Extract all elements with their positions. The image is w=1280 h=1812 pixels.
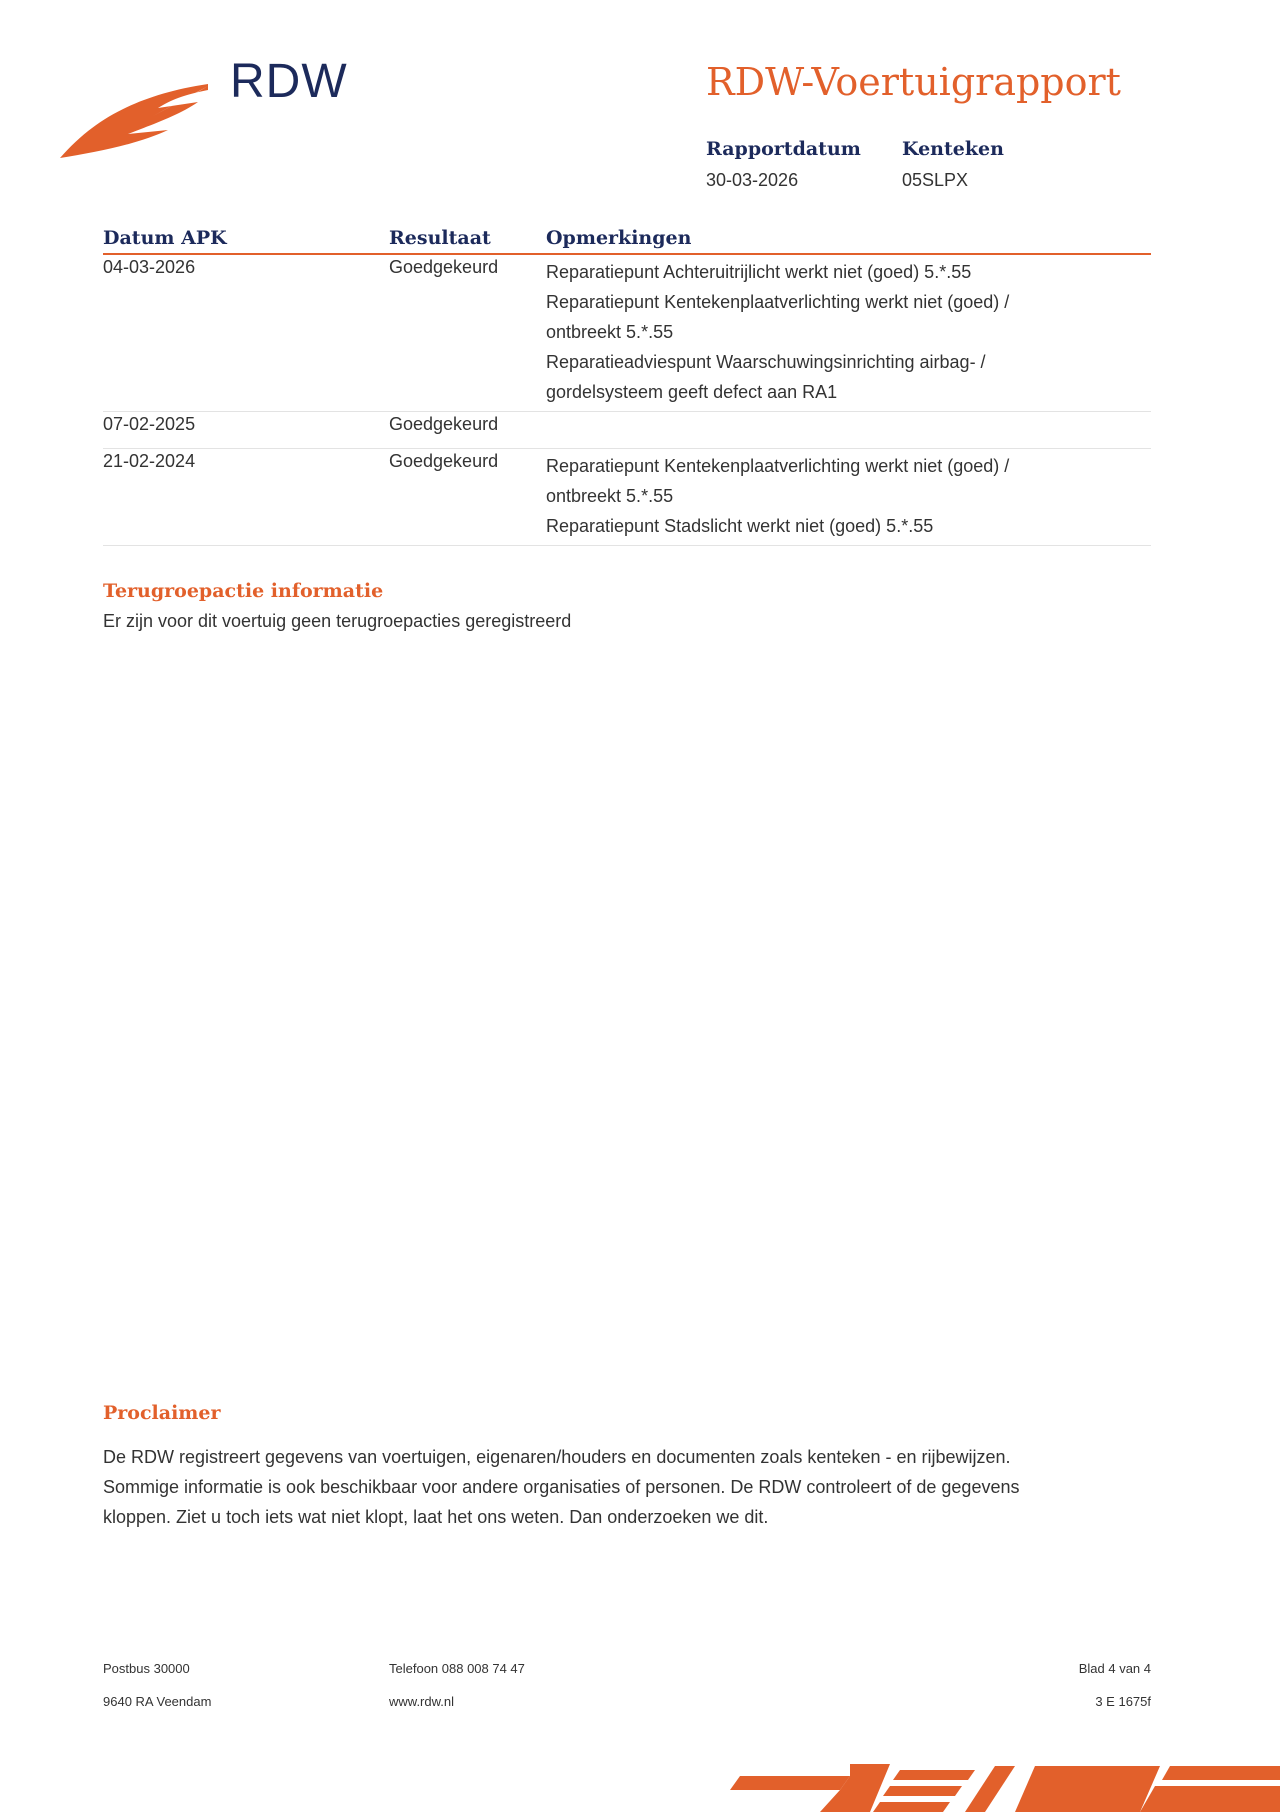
apk-result: Goedgekeurd <box>389 451 499 471</box>
remark-line: Reparatieadviespunt Waarschuwingsinrichting airbag- / <box>546 352 986 372</box>
report-date-label: Rapportdatum <box>706 138 861 160</box>
apk-date: 21-02-2024 <box>103 451 196 471</box>
apk-date: 07-02-2025 <box>103 414 196 434</box>
apk-result: Goedgekeurd <box>389 414 499 434</box>
footer-address-2: 9640 RA Veendam <box>103 1694 212 1709</box>
proclaimer-line: kloppen. Ziet u toch iets wat niet klopt, laat het ons weten. Dan onderzoeken we dit. <box>103 1507 769 1527</box>
footer-page-number: Blad 4 van 4 <box>1078 1661 1151 1676</box>
apk-remarks <box>546 257 1151 407</box>
recall-text: Er zijn voor dit voertuig geen terugroepacties geregistreerd <box>103 611 572 631</box>
apk-date: 04-03-2026 <box>103 257 196 277</box>
footer-website[interactable]: www.rdw.nl <box>389 1694 455 1709</box>
footer-phone: Telefoon 088 008 74 47 <box>389 1661 525 1676</box>
table-row <box>103 449 1151 546</box>
remark-line: Reparatiepunt Achteruitrijlicht werkt niet (goed) 5.*.55 <box>546 262 972 282</box>
report-date-value: 30-03-2026 <box>706 170 799 190</box>
apk-remarks <box>546 451 1151 541</box>
remark-line: Reparatiepunt Kentekenplaatverlichting werkt niet (goed) / <box>546 456 1010 476</box>
remark-line: ontbreekt 5.*.55 <box>546 322 674 342</box>
column-header-result: Resultaat <box>389 227 491 249</box>
column-header-date: Datum APK <box>103 227 227 249</box>
table-row <box>103 255 1151 412</box>
plate-block <box>902 138 1004 191</box>
table-row <box>103 412 1151 449</box>
column-header-remarks: Opmerkingen <box>546 227 692 249</box>
proclaimer-line: De RDW registreert gegevens van voertuigen, eigenaren/houders en documenten zoals kenteken - en rijbewijzen. <box>103 1447 1011 1467</box>
footer-address-1: Postbus 30000 <box>103 1661 190 1676</box>
remark-line: Reparatiepunt Stadslicht werkt niet (goed) 5.*.55 <box>546 516 934 536</box>
report-title: RDW-Voertuigrapport <box>706 60 1121 104</box>
plate-label: Kenteken <box>902 138 1004 160</box>
proclaimer-title: Proclaimer <box>103 1402 221 1424</box>
logo-text: RDW <box>230 55 348 108</box>
decorative-stripes-icon <box>730 1756 1280 1812</box>
apk-table-header <box>103 225 1151 255</box>
remark-line: gordelsysteem geeft defect aan RA1 <box>546 382 838 402</box>
report-date-block <box>706 138 861 191</box>
apk-result: Goedgekeurd <box>389 257 499 277</box>
proclaimer-text <box>103 1442 1019 1532</box>
remark-line: ontbreekt 5.*.55 <box>546 486 674 506</box>
apk-table <box>103 225 1151 546</box>
plate-value: 05SLPX <box>902 170 969 190</box>
footer-doc-code: 3 E 1675f <box>1095 1694 1151 1709</box>
remark-line: Reparatiepunt Kentekenplaatverlichting werkt niet (goed) / <box>546 292 1010 312</box>
proclaimer-line: Sommige informatie is ook beschikbaar voor andere organisaties of personen. De RDW controleert of de gegevens <box>103 1477 1020 1497</box>
recall-title: Terugroepactie informatie <box>103 580 384 602</box>
